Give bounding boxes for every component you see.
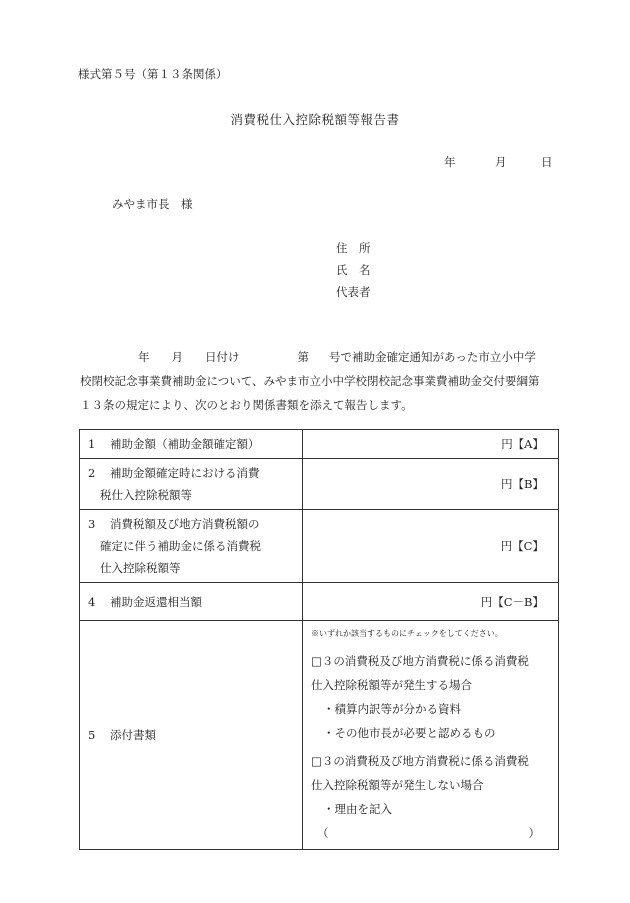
date-month: 月 — [495, 155, 507, 169]
body-line-3: １３条の規定により、次のとおり関係書類を添えて報告します。 — [80, 398, 413, 412]
date-year: 年 — [444, 155, 456, 169]
option-1-label-cont: 仕入控除税額等が発生する場合 — [311, 678, 472, 692]
addressee: みやま市長 様 — [112, 197, 193, 211]
form-number: 様式第５号（第１３条関係） — [78, 67, 228, 81]
page-title: 消費税仕入控除税額等報告書 — [230, 112, 400, 127]
body-line1-rest: 号で補助金確定通知があった市立小中学 — [329, 350, 536, 364]
body-text — [80, 345, 560, 417]
option-1-item-2: ・その他市長が必要と認めるもの — [323, 726, 496, 740]
reason-paren-close: ） — [528, 826, 540, 840]
option-2-item-1: ・理由を記入 — [323, 802, 392, 816]
row-5-label: 5 添付書類 — [80, 621, 303, 850]
row-2-label: 2 補助金額確定時における消費 税仕入控除税額等 — [80, 459, 303, 510]
row-2-amount[interactable]: 円【B】 — [303, 459, 559, 510]
applicant-representative: 代表者 — [336, 285, 371, 299]
reason-paren-open: （ — [317, 826, 329, 840]
option-2-checkbox-label[interactable]: □３の消費税及び地方消費税に係る消費税 — [311, 754, 529, 768]
report-table — [79, 429, 559, 850]
row-4-label: 4 補助金返還相当額 — [80, 583, 303, 621]
applicant-name: 氏 名 — [336, 263, 371, 277]
reason-field[interactable] — [311, 821, 550, 845]
option-2-label-cont: 仕入控除税額等が発生しない場合 — [311, 778, 484, 792]
row-4-amount[interactable]: 円【C－B】 — [303, 583, 559, 621]
option-1-item-1: ・積算内訳等が分かる資料 — [323, 702, 461, 716]
row-1-amount[interactable]: 円【A】 — [303, 430, 559, 459]
table-row — [80, 510, 559, 583]
body-line-1 — [80, 345, 560, 369]
table-row — [80, 459, 559, 510]
table-row — [80, 430, 559, 459]
applicant-address: 住 所 — [336, 241, 371, 255]
date-day: 日 — [541, 155, 553, 169]
table-row — [80, 621, 559, 850]
body-day-ref: 日付け — [205, 350, 240, 364]
body-month: 月 — [171, 350, 183, 364]
body-year: 年 — [138, 350, 150, 364]
row-1-label: 1 補助金額（補助金額確定額） — [80, 430, 303, 459]
body-number: 第 — [297, 350, 309, 364]
table-row — [80, 583, 559, 621]
body-line-2: 校閉校記念事業費補助金について、みやま市立小中学校閉校記念事業費補助金交付要綱第 — [80, 374, 540, 388]
attachments-cell — [303, 621, 559, 850]
option-1-checkbox-label[interactable]: □３の消費税及び地方消費税に係る消費税 — [311, 654, 529, 668]
row-3-amount[interactable]: 円【C】 — [303, 510, 559, 583]
row-3-label: 3 消費税額及び地方消費税額の 確定に伴う補助金に係る消費税 仕入控除税額等 — [80, 510, 303, 583]
attachments-note: ※いずれか該当するものにチェックをしてください。 — [311, 629, 503, 638]
